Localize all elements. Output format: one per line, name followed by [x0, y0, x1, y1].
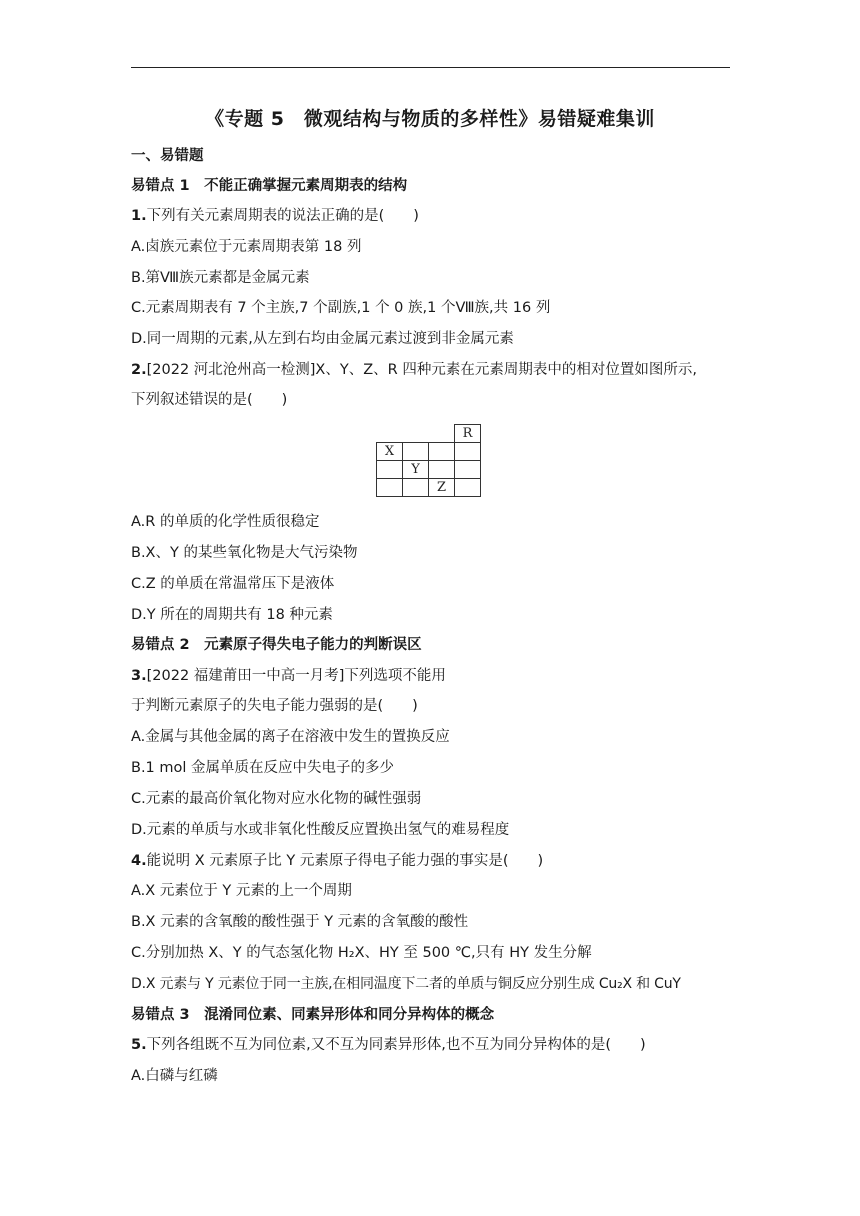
header-rule	[131, 67, 730, 68]
q1-option-a: A.卤族元素位于元素周期表第 18 列	[131, 239, 362, 255]
question-number: 4.	[131, 853, 147, 869]
cell-y: Y	[403, 461, 429, 479]
q1-option-b: B.第Ⅷ族元素都是金属元素	[131, 270, 310, 286]
q2-option-b: B.X、Y 的某些氧化物是大气污染物	[131, 545, 358, 561]
page-title: 《专题 5 微观结构与物质的多样性》易错疑难集训	[205, 108, 655, 130]
error-point-1-heading: 易错点 1 不能正确掌握元素周期表的结构	[131, 178, 408, 194]
q2-option-a: A.R 的单质的化学性质很稳定	[131, 514, 320, 530]
question-stem: 下列有关元素周期表的说法正确的是( )	[146, 208, 419, 224]
question-1	[131, 206, 419, 226]
question-number: 5.	[131, 1037, 147, 1053]
q4-option-b: B.X 元素的含氧酸的酸性强于 Y 元素的含氧酸的酸性	[131, 914, 469, 930]
q4-option-c: C.分别加热 X、Y 的气态氢化物 H₂X、HY 至 500 ℃,只有 HY 发生分解	[131, 945, 592, 961]
periodic-table-figure	[376, 424, 481, 497]
question-number: 2.	[131, 362, 147, 378]
question-2	[131, 360, 697, 380]
q1-option-d: D.同一周期的元素,从左到右均由金属元素过渡到非金属元素	[131, 331, 514, 347]
question-4	[131, 851, 543, 871]
question-stem: 下列各组既不互为同位素,又不互为同素异形体,也不互为同分异构体的是( )	[146, 1037, 646, 1053]
question-stem: [2022 福建莆田一中高一月考]下列选项不能用	[146, 668, 446, 684]
cell-z: Z	[429, 479, 455, 497]
q5-option-a: A.白磷与红磷	[131, 1068, 218, 1084]
question-3	[131, 666, 446, 686]
question-number: 1.	[131, 208, 147, 224]
error-point-2-heading: 易错点 2 元素原子得失电子能力的判断误区	[131, 637, 422, 653]
question-3-continued: 于判断元素原子的失电子能力强弱的是( )	[131, 698, 418, 714]
q2-option-d: D.Y 所在的周期共有 18 种元素	[131, 607, 333, 623]
question-stem: [2022 河北沧州高一检测]X、Y、Z、R 四种元素在元素周期表中的相对位置如图所示,	[146, 362, 697, 378]
q3-option-d: D.元素的单质与水或非氧化性酸反应置换出氢气的难易程度	[131, 822, 510, 838]
question-stem: 能说明 X 元素原子比 Y 元素原子得电子能力强的事实是( )	[146, 853, 544, 869]
cell-x: X	[377, 443, 403, 461]
section-heading: 一、易错题	[131, 148, 204, 164]
q3-option-c: C.元素的最高价氧化物对应水化物的碱性强弱	[131, 791, 422, 807]
q1-option-c: C.元素周期表有 7 个主族,7 个副族,1 个 0 族,1 个Ⅷ族,共 16 列	[131, 300, 551, 316]
q3-option-b: B.1 mol 金属单质在反应中失电子的多少	[131, 760, 395, 776]
question-number: 3.	[131, 668, 147, 684]
cell-r: R	[455, 425, 481, 443]
q3-option-a: A.金属与其他金属的离子在溶液中发生的置换反应	[131, 729, 450, 745]
q2-option-c: C.Z 的单质在常温常压下是液体	[131, 576, 335, 592]
question-2-continued: 下列叙述错误的是( )	[131, 392, 288, 408]
error-point-3-heading: 易错点 3 混淆同位素、同素异形体和同分异构体的概念	[131, 1007, 495, 1023]
q4-option-a: A.X 元素位于 Y 元素的上一个周期	[131, 883, 352, 899]
question-5	[131, 1035, 646, 1055]
q4-option-d: D.X 元素与 Y 元素位于同一主族,在相同温度下二者的单质与铜反应分别生成 Cu₂X 和 CuY	[131, 976, 681, 992]
